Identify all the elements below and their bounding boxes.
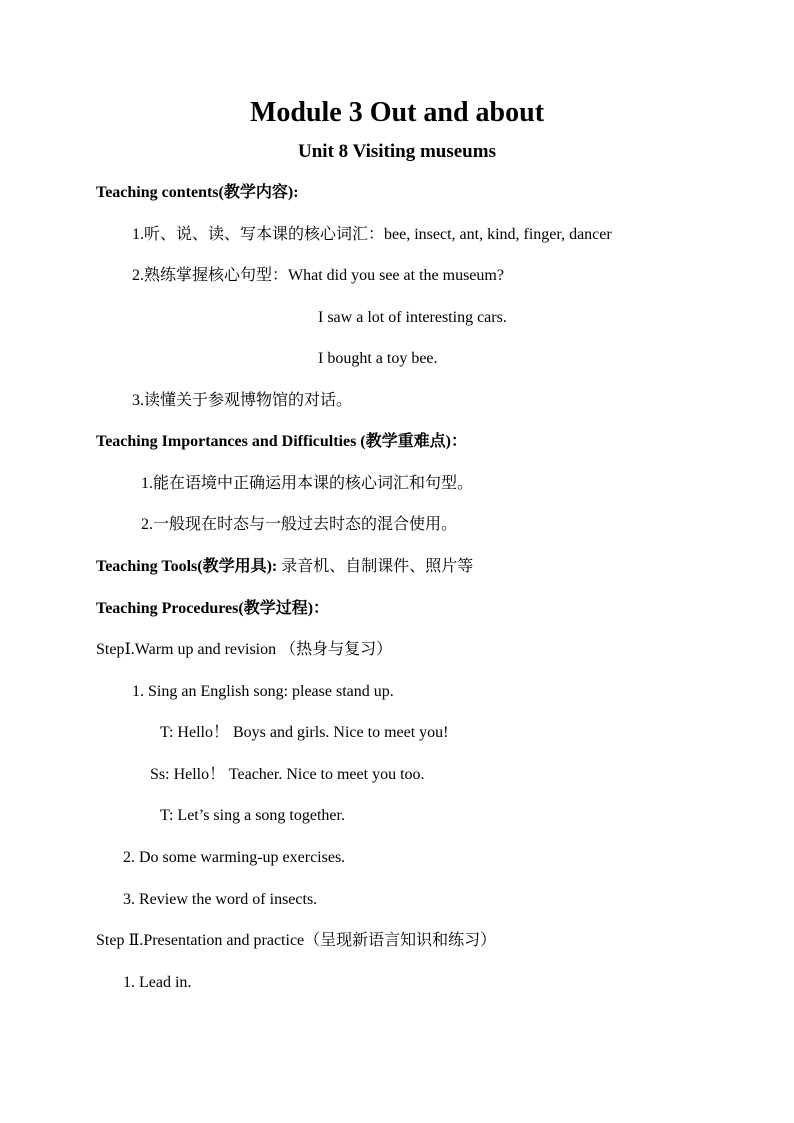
contents-item-2-sentence-2: I saw a lot of interesting cars. [318, 309, 507, 326]
contents-item-3: 3.读懂关于参观博物馆的对话。 [132, 392, 353, 409]
procedures-heading: Teaching Procedures(教学过程)： [96, 600, 330, 617]
step-1-item-3: 3. Review the word of insects. [123, 891, 318, 908]
contents-heading: Teaching contents(教学内容): [96, 184, 299, 201]
step-1-heading: StepⅠ.Warm up and revision （热身与复习） [96, 641, 393, 658]
tools-text: 录音机、自制课件、照片等 [277, 558, 474, 575]
tools-line [96, 557, 473, 577]
contents-item-2: 2.熟练掌握核心句型：What did you see at the museum? [132, 267, 504, 284]
page-subtitle: Unit 8 Visiting museums [298, 141, 496, 162]
contents-item-2-sentence-3: I bought a toy bee. [318, 350, 438, 367]
importances-heading: Teaching Importances and Difficulties (教学重难点)： [96, 433, 467, 450]
step-1-item-1: 1. Sing an English song: please stand up. [132, 683, 394, 700]
step-2-heading: Step Ⅱ.Presentation and practice（呈现新语言知识和练习） [96, 932, 497, 949]
step-1-item-2: 2. Do some warming-up exercises. [123, 849, 346, 866]
contents-item-1: 1.听、说、读、写本课的核心词汇：bee, insect, ant, kind, finger, dancer [132, 226, 612, 243]
importances-item-2: 2.一般现在时态与一般过去时态的混合使用。 [141, 516, 458, 533]
page-title: Module 3 Out and about [249, 97, 545, 128]
step-2-item-1: 1. Lead in. [123, 974, 192, 991]
dialog-line-2: Ss: Hello！ Teacher. Nice to meet you too. [150, 766, 425, 783]
tools-heading: Teaching Tools(教学用具): [96, 558, 278, 575]
dialog-line-1: T: Hello！ Boys and girls. Nice to meet you! [160, 724, 449, 741]
dialog-line-3: T: Let’s sing a song together. [160, 807, 345, 824]
importances-item-1: 1.能在语境中正确运用本课的核心词汇和句型。 [141, 475, 474, 492]
